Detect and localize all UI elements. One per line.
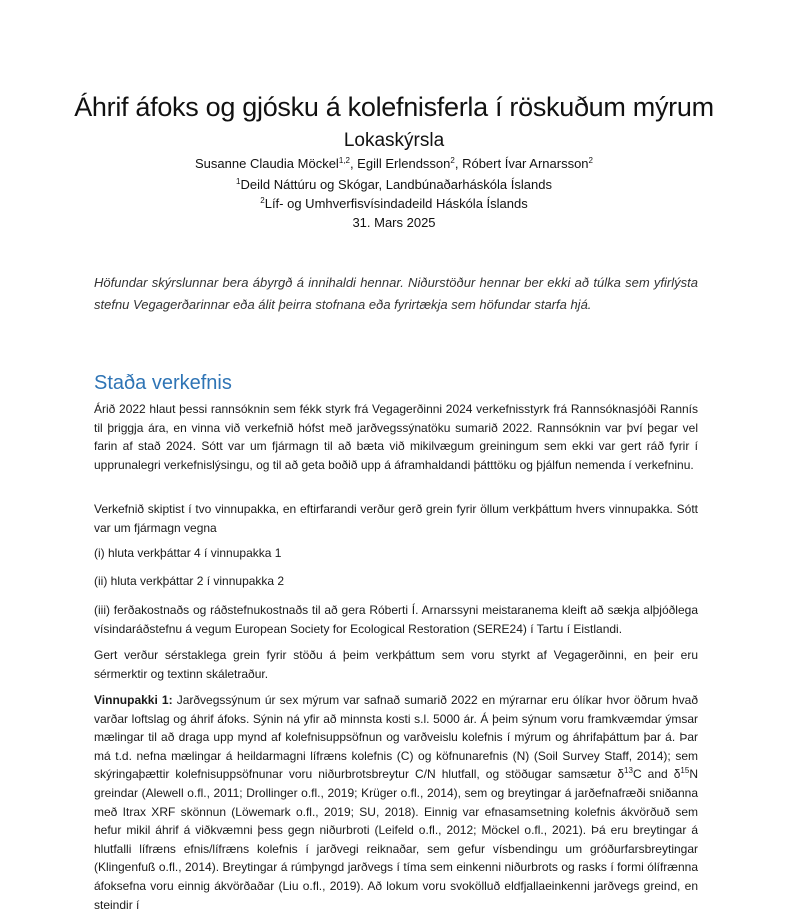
author-2-affiliation: 2 <box>450 156 455 165</box>
author-3-affiliation: 2 <box>588 156 593 165</box>
paragraph-status-note: Gert verður sérstaklega grein fyrir stöðu á þeim verkþáttum sem voru styrkt af Vegagerðinni, en þeir eru sérmerktir og textinn skáletraður. <box>94 648 698 681</box>
author-1-affiliation: 1,2 <box>338 156 350 165</box>
affiliation-2 <box>0 196 788 211</box>
affiliation-2-text: Líf- og Umhverfisvísindadeild Háskóla Íslands <box>264 196 528 211</box>
wp1-text-b: C and δ <box>632 767 681 782</box>
author-3: , Róbert Ívar Arnarsson <box>454 156 589 171</box>
list-item-2: (ii) hluta verkþáttar 2 í vinnupakka 2 <box>94 574 285 588</box>
author-1: Susanne Claudia Möckel <box>195 156 339 171</box>
document-subtitle: Lokaskýrsla <box>343 130 445 151</box>
affiliation-1-number: 1 <box>236 177 241 186</box>
wp1-text-c: N greindar (Alewell o.fl., 2011; Drollinger o.fl., 2019; Krüger o.fl., 2014), sem og breytingar á jarðefnafræði sniðanna með Itrax XRF skönnun (Löwemark o.fl., 2019; SU, 2018). Einnig var efnasamsetning kolefnis ákvörðuð sem hefur mikil áhrif á viðkvæmni þess gegn niðurbroti (Leifeld o.fl., 2012; Möckel o.fl., 2021). Þá eru breytingar á hlutfalli lífræns efnis/lífræns kolefnis í jarðvegi reiknaðar, sem gefur vísbendingu um gróðurfarsbreytingar (Klingenfuß o.fl., 2014). Breytingar á rúmþyngd jarðvegs í tíma sem einkenni niðurbrots og rasks í formi ólífrænna áfoksefna voru einnig ákvörðaðar (Liu o.fl., 2019). Að lokum voru svokölluð eldfjallaeinkenni jarðvegs greind, en steindir í <box>94 767 698 912</box>
paragraph-intro: Árið 2022 hlaut þessi rannsóknin sem fékk styrk frá Vegagerðinni 2024 verkefnisstyrk frá Rannsóknasjóði Rannís til þriggja ára, en vinna við verkefnið hófst með jarðvegssýnatöku sumarið 2022. Rannsóknin var því þegar vel farin af stað 2024. Sótt var um fjármagn til að bæta við mikilvægum greiningum sem ekki var gert ráð fyrir í upprunalegri verkefnislýsingu, og til að geta boðið upp á áframhaldandi þátttöku og þjálfun nemenda í verkefninu. <box>94 402 698 472</box>
paragraph-work-package-1 <box>94 691 698 914</box>
work-package-1-label: Vinnupakki 1: <box>94 693 173 707</box>
document-title: Áhrif áfoks og gjósku á kolefnisferla í röskuðum mýrum <box>74 92 714 122</box>
report-date: 31. Mars 2025 <box>352 215 436 230</box>
paragraph-work-packages: Verkefnið skiptist í tvo vinnupakka, en eftirfarandi verður gerð grein fyrir öllum verkþáttum hvers vinnupakka. Sótt var um fjármagn vegna <box>94 502 698 535</box>
affiliation-1-text: Deild Náttúru og Skógar, Landbúnaðarháskóla Íslands <box>240 177 552 192</box>
affiliation-2-number: 2 <box>260 196 265 205</box>
list-item-3: (iii) ferðakostnaðs og ráðstefnukostnaðs til að gera Róberti Í. Arnarssyni meistaranema kleift að sækja alþjóðlega vísindaráðstefnu á vegum European Society for Ecological Restoration (SERE24) í Tartu í Eistlandi. <box>94 603 698 636</box>
wp1-text-a: Jarðvegssýnum úr sex mýrum var safnað sumarið 2022 en mýrarnar eru ólíkar hvor öðrum hvað varðar loftslag og áhrif áfoks. Sýnin ná yfir að minnsta kosti s.l. 5000 ár. Á þeim sýnum voru framkvæmdar ýmsar mælingar til að draga upp mynd af kolefnisuppsöfnun og varðveislu kolefnis í mýrum og áhrifaþáttum þar á. Þar má t.d. nefna mælingar á heildarmagni lífræns kolefnis (C) og köfnunarefnis (N) (Soil Survey Staff, 2014); sem skýringaþættir kolefnisuppsöfnunar voru niðurbrotsbreytur C/N hlutfall, og stöðugar samsætur δ <box>94 693 698 782</box>
author-2: , Egill Erlendsson <box>349 156 451 171</box>
disclaimer-text: Höfundar skýrslunnar bera ábyrgð á innihaldi hennar. Niðurstöður hennar ber ekki að túlka sem yfirlýsta stefnu Vegagerðarinnar eða álit þeirra stofnana eða fyrirtækja sem höfundar starfa hjá. <box>94 275 698 312</box>
author-line <box>0 156 788 171</box>
list-item-1: (i) hluta verkþáttar 4 í vinnupakka 1 <box>94 546 282 560</box>
isotope-c-superscript: 13 <box>624 766 633 776</box>
affiliation-1 <box>0 177 788 192</box>
section-heading: Staða verkefnis <box>94 372 232 394</box>
isotope-n-superscript: 15 <box>680 766 690 776</box>
